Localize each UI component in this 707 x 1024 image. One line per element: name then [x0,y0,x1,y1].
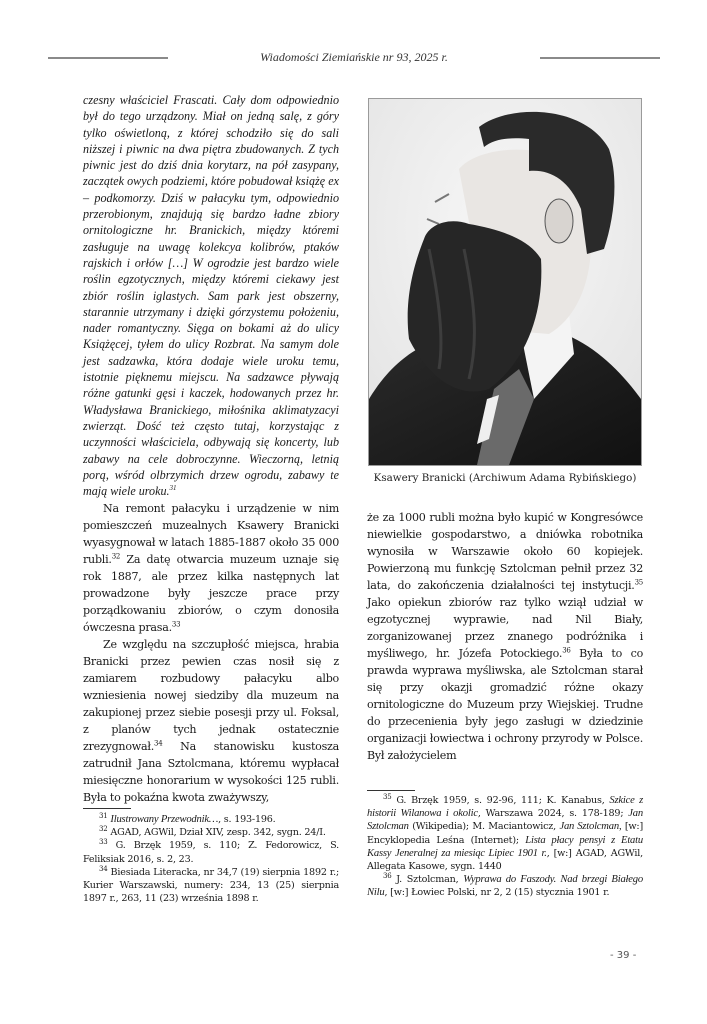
footnote [83,826,339,839]
footnote-separator [367,790,415,791]
header-rule-right [540,57,660,59]
footnote-title: Jan Sztolcman [367,808,643,833]
footnote-number: 31 [99,811,108,820]
paragraph-text: Była to co prawda wyprawa myśliwska, ale Sztolcman starał się przy okazji gromadzić różne okazy ornitologiczne do Muzeum przy Wiejskiej. Trudne do przecenienia były jego zasługi w dziedzinie organizacji łowiectwa i ochrony przyrody w Polsce. Był założycielem [367,647,643,762]
footnote-text: , Warszawa 2024, s. 178-189; [477,808,629,820]
page-number: - 39 - [610,950,637,961]
footnote-ref[interactable]: 32 [111,552,121,561]
footnote-text: G. Brzęk 1959, s. 110; Z. Fedorowicz, S. Feliksiak 2016, s. 2, 23. [83,840,339,865]
footnote-number: 33 [99,838,108,847]
footnote-text: , [w:] AGAD, AGWil, Allegata Kasowe, sygn. 1440 [367,847,643,873]
footnote-title: Jan Sztolcman, [559,821,622,833]
footnote [367,794,643,873]
left-footnotes [83,813,339,905]
footnote-number: 35 [383,792,392,801]
right-footnotes [367,794,643,900]
paragraph-text: Ze względu na szczupłość miejsca, hrabia Branicki przez pewien czas nosił się z zamiarem rozbudowy pałacyku albo wzniesienia nowej siedziby dla muzeum na zakupionej przez siebie posesji przy ul. Foksal, z planów tych jednak ostatecznie zrezygnował. [83,638,339,754]
footnote-separator [83,808,131,809]
footnote-text: , [w:] Łowiec Polski, nr 2, 2 (15) stycznia 1901 r. [384,887,610,899]
journal-title: Wiadomości Ziemiańskie nr 93, 2025 r. [260,50,448,64]
running-header [48,50,660,66]
paragraph [367,509,643,764]
footnote-text: (Wikipedia); M. Maciantowicz, [408,821,560,833]
paragraph [83,636,339,806]
paragraph [83,500,339,636]
paragraph-text: że za 1000 rubli można było kupić w Kongresówce niewielkie gospodarstwo, a dniówka robotnika wynosiła w Warszawie około 60 kopiejek. Powierzoną mu funkcję Sztolcman pełnił przez 32 lata, do zakończenia działalności tej instytucji. [367,511,643,592]
footnote-number: 36 [383,872,392,881]
footnote [83,839,339,865]
quotation-text: czesny właściciel Frascati. Cały dom odpowiednio był do tego urządzony. Miał on jedną salę, z góry tylko oświetloną, z której schodziło się do sali niższej i piwnic na dwa piętra zbudowanych. Z tych piwnic jest do dziś dnia korytarz, na pół zasypany, zaczątek owych podziemi, które pobudował książę ex – podkomorzy. Dziś w pałacyku tym, odpowiednio przerobionym, znajdują się bardzo ładne zbiory ornitologiczne hr. Branickich, między któremi zasługuje na uwagę kolekcya kolibrów, ptaków rajskich i orłów […] W ogrodzie jest bardzo wiele roślin egzotycznych, między któremi ciekawy jest zbiór roślin iglastych. Sam park jest obszerny, starannie utrzymany i dzięki górzystemu położeniu, nader romantyczny. Sięga on bokami aż do ulicy Książęcej, tyłem do ulicy Rozbrat. Na samym dole jest sadzawka, która dodaje wiele uroku temu, istotnie pięknemu miejscu. Na sadzawce pływają różne gatunki gęsi i kaczek, hodowanych przez hr. Władysława Branickiego, miłośnika aklimatyzacyi zwierząt. Dość też często tutaj, korzystając z uczynności właściciela, odbywają się koncerty, lub zabawy na cele dobroczynne. Wieczorną, letnią porą, wśród olbrzymich drzew ogrodu, zabawy te mają wiele uroku. [83,93,339,499]
footnote-text: [w:] Encyklopedia Leśna (Internet); [367,821,643,846]
right-column [367,509,643,764]
portrait-photo [368,98,642,466]
footnote-text: G. Brzęk 1959, s. 92-96, 111; K. Kanabus, [396,795,610,806]
paragraph-text: Na remont pałacyku i urządzenie w nim pomieszczeń muzealnych Ksawery Branicki wyasygnował w latach 1885-1887 około 35 000 rubli. [83,502,339,567]
footnote-title: Ilustrowany Przewodnik… [110,814,219,825]
footnote-ref[interactable]: 31 [169,484,177,493]
left-column [83,92,339,806]
paragraph-text: Na stanowisku kustosza zatrudnił Jana Sztolcmana, któremu wypłacał miesięczne honorarium w wysokości 125 rubli. Była to pokaźna kwota zważywszy, [83,740,339,805]
figure-caption: Ksawery Branicki (Archiwum Adama Rybińskiego) [373,472,637,484]
footnote-text: Biesiada Literacka, nr 34,7 (19) sierpnia 1892 r.; Kurier Warszawski, numery: 234, 13 (25) sierpnia 1897 r., 263, 11 (23) września 1898 r. [83,866,339,905]
footnote-ref[interactable]: 34 [153,739,163,748]
footnote-text: AGAD, AGWil, Dział XIV, zesp. 342, sygn. 24/I. [110,827,326,839]
footnote-ref[interactable]: 33 [171,620,181,629]
portrait-image [369,99,641,465]
footnote [83,866,339,906]
footnote-number: 32 [99,825,108,834]
footnote [83,813,339,826]
quotation [83,92,339,499]
footnote [367,873,643,899]
paragraph-text: Za datę otwarcia muzeum uznaje się rok 1887, ale przez kilka następnych lat prowadzone były jeszcze prace przy porządkowaniu zbiorów, o czym donosiła ówczesna prasa. [83,553,339,635]
footnote-ref[interactable]: 35 [634,578,643,587]
footnote-title: Szkice z historii Wilanowa i okolic [367,795,643,820]
paragraph-text: Jako opiekun zbiorów raz tylko wziął udział w egzotycznej wyprawie, nad Nil Biały, zorganizowanej przez znanego podróżnika i myśliwego, hr. Józefa Potockiego. [367,596,643,660]
footnote-ref[interactable]: 36 [562,646,571,655]
footnote-title: Wyprawa do Faszody. Nad brzegi Białego Nilu [367,874,643,899]
footnote-text: , s. 193-196. [218,814,276,825]
footnote-text: J. Sztolcman, [396,874,464,886]
footnote-title: Lista płacy pensyi z Etatu Kassy Jeneralnej za miesiąc Lipiec 1901 r. [367,834,643,859]
footnote-number: 34 [99,864,108,873]
